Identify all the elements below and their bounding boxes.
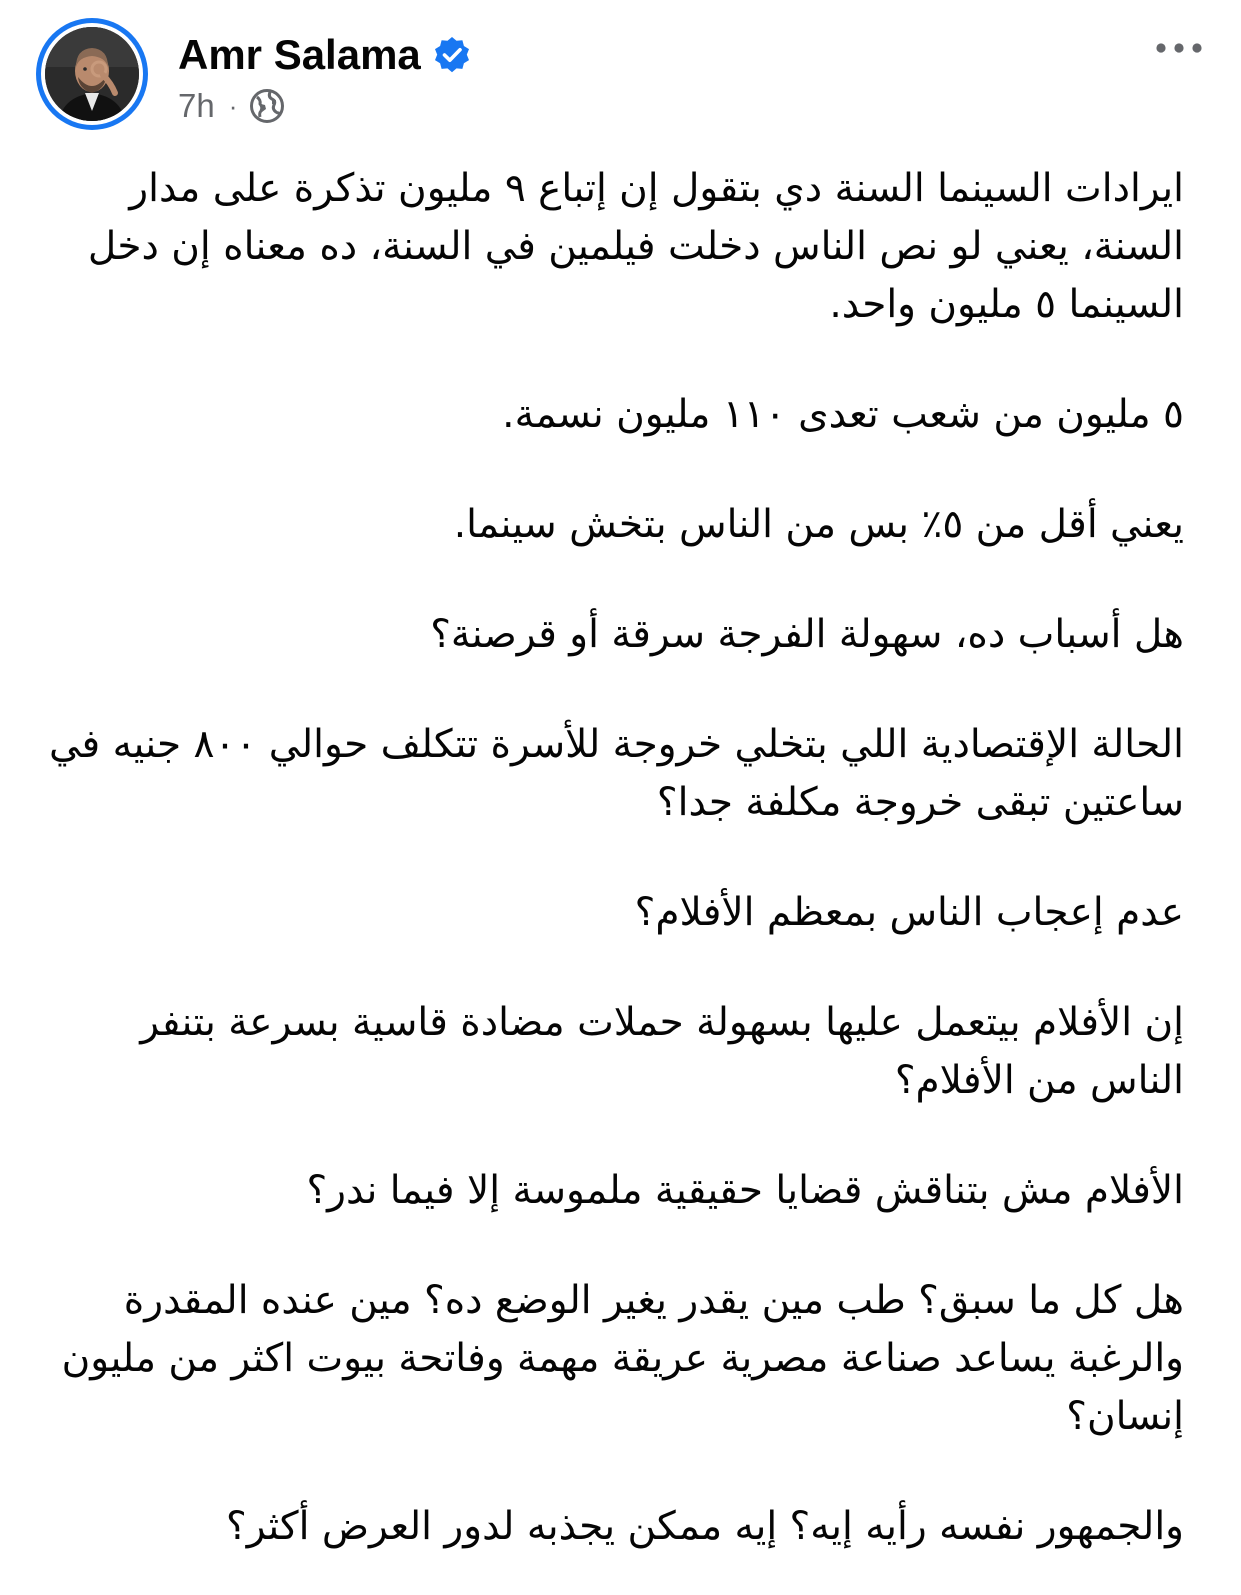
post-paragraph: الحالة الإقتصادية اللي بتخلي خروجة للأسرة تتكلف حوالي ٨٠٠ جنيه في ساعتين تبقى خروجة مكلفة جدا؟ bbox=[49, 722, 1184, 825]
post-text bbox=[36, 160, 1184, 1556]
post-header bbox=[36, 18, 1206, 136]
verified-badge-icon bbox=[433, 36, 471, 74]
post-paragraph: عدم إعجاب الناس بمعظم الأفلام؟ bbox=[634, 890, 1184, 935]
post-paragraph: ايرادات السينما السنة دي بتقول إن إتباع ٩ مليون تذكرة على مدار السنة، يعني لو نص الناس دخلت فيلمين في السنة، ده معناه إن دخل السينما ٥ مليون واحد. bbox=[87, 166, 1184, 327]
post-paragraph: يعني أقل من ٥٪ بس من الناس بتخش سينما. bbox=[453, 502, 1184, 547]
post-paragraph: هل كل ما سبق؟ طب مين يقدر يغير الوضع ده؟ مين عنده المقدرة والرغبة يساعد صناعة مصرية عريقة مهمة وفاتحة بيوت اكثر من مليون إنسان؟ bbox=[61, 1278, 1184, 1439]
post-paragraph: ٥ مليون من شعب تعدى ١١٠ مليون نسمة. bbox=[502, 392, 1184, 437]
post-paragraph: والجمهور نفسه رأيه إيه؟ إيه ممكن يجذبه لدور العرض أكثر؟ bbox=[226, 1504, 1184, 1549]
meta-separator: · bbox=[228, 90, 238, 121]
profile-photo bbox=[45, 27, 139, 121]
post-timestamp[interactable]: 7h bbox=[178, 87, 215, 124]
globe-icon[interactable] bbox=[249, 88, 285, 124]
post-paragraph: الأفلام مش بتناقش قضايا حقيقية ملموسة إلا فيما ندر؟ bbox=[306, 1168, 1184, 1213]
avatar[interactable] bbox=[36, 18, 148, 130]
author-name[interactable]: Amr Salama bbox=[178, 31, 421, 78]
author-row bbox=[178, 30, 471, 80]
post-paragraph: هل أسباب ده، سهولة الفرجة سرقة أو قرصنة؟ bbox=[430, 612, 1184, 657]
post-meta bbox=[178, 86, 285, 126]
post-paragraph: إن الأفلام بيتعمل عليها بسهولة حملات مضادة قاسية بسرعة بتنفر الناس من الأفلام؟ bbox=[140, 1000, 1184, 1103]
profile-photo-image bbox=[45, 27, 139, 121]
more-options-icon[interactable] bbox=[1154, 38, 1204, 58]
